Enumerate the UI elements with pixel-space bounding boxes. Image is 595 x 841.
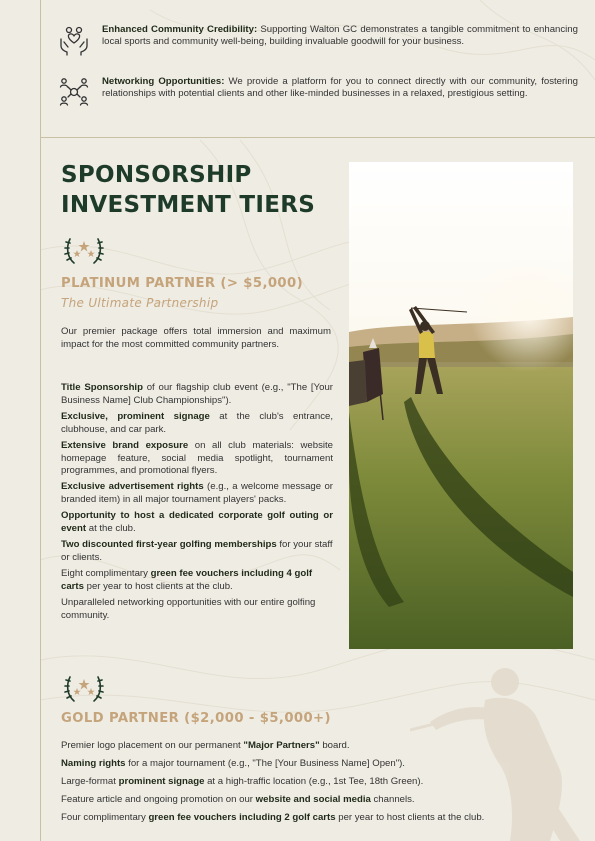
list-item: Large-format prominent signage at a high-traffic location (e.g., 1st Tee, 18th Green). bbox=[61, 776, 424, 787]
list-item: Opportunity to host a dedicated corporate golf outing or event at the club. bbox=[61, 510, 333, 535]
benefit-1-title: Enhanced Community Credibility: bbox=[102, 24, 258, 35]
list-item: Exclusive, prominent signage at the club's entrance, clubhouse, and car park. bbox=[61, 410, 333, 435]
list-item: Extensive brand exposure on all club materials: website homepage feature, social media spotlight, tournament programmes, and promotional flyers. bbox=[61, 439, 334, 477]
benefit-2-text: Networking Opportunities: We provide a platform for you to connect directly with our community, fostering relationships with potential clients and other like-minded businesses in a relaxed, prestigious setting. bbox=[102, 76, 578, 100]
benefit-networking bbox=[58, 76, 578, 108]
list-item: Four complimentary green fee vouchers including 2 golf carts per year to host clients at the club. bbox=[61, 812, 485, 823]
list-item: Naming rights for a major tournament (e.g., "The [Your Business Name] Open"). bbox=[61, 758, 405, 769]
community-hands-heart-icon bbox=[58, 24, 90, 56]
laurel-stars-icon bbox=[64, 235, 104, 267]
list-item: Eight complimentary green fee vouchers including 4 golf carts per year to host clients at the club. bbox=[61, 568, 313, 592]
network-people-icon bbox=[58, 76, 90, 108]
list-item: Unparalleled networking opportunities with our entire golfing community. bbox=[61, 597, 316, 621]
list-item: Two discounted first-year golfing memberships for your staff or clients. bbox=[61, 539, 333, 564]
gold-benefits-list bbox=[61, 740, 581, 830]
benefit-community-credibility bbox=[58, 24, 578, 56]
left-rule bbox=[40, 0, 41, 841]
gold-tier-title: GOLD PARTNER ($2,000 - $5,000+) bbox=[61, 711, 331, 726]
laurel-stars-icon bbox=[64, 673, 104, 705]
benefit-2-title: Networking Opportunities: bbox=[102, 76, 225, 87]
platinum-benefits-list bbox=[61, 382, 333, 626]
section-title: SPONSORSHIP INVESTMENT TIERS bbox=[61, 162, 316, 218]
list-item: Exclusive advertisement rights (e.g., a welcome message or branded item) in all major tournament players' packs. bbox=[61, 481, 333, 506]
list-item: Title Sponsorship of our flagship club event (e.g., "The [Your Business Name] Club Championships"). bbox=[61, 382, 333, 406]
benefit-1-text: Enhanced Community Credibility: Supporting Walton GC demonstrates a tangible commitment to enhancing local sports and community well-being, building invaluable goodwill for your business. bbox=[102, 24, 578, 48]
section-divider bbox=[40, 137, 595, 138]
list-item: Feature article and ongoing promotion on our website and social media channels. bbox=[61, 794, 415, 805]
list-item: Premier logo placement on our permanent "Major Partners" board. bbox=[61, 740, 350, 751]
platinum-intro: Our premier package offers total immersion and maximum impact for the most committed community partners. bbox=[61, 326, 331, 350]
platinum-tier-title: PLATINUM PARTNER (> $5,000) bbox=[61, 276, 304, 291]
platinum-tier-subtitle: The Ultimate Partnership bbox=[61, 296, 219, 310]
golfer-sunset-photo bbox=[349, 162, 573, 649]
